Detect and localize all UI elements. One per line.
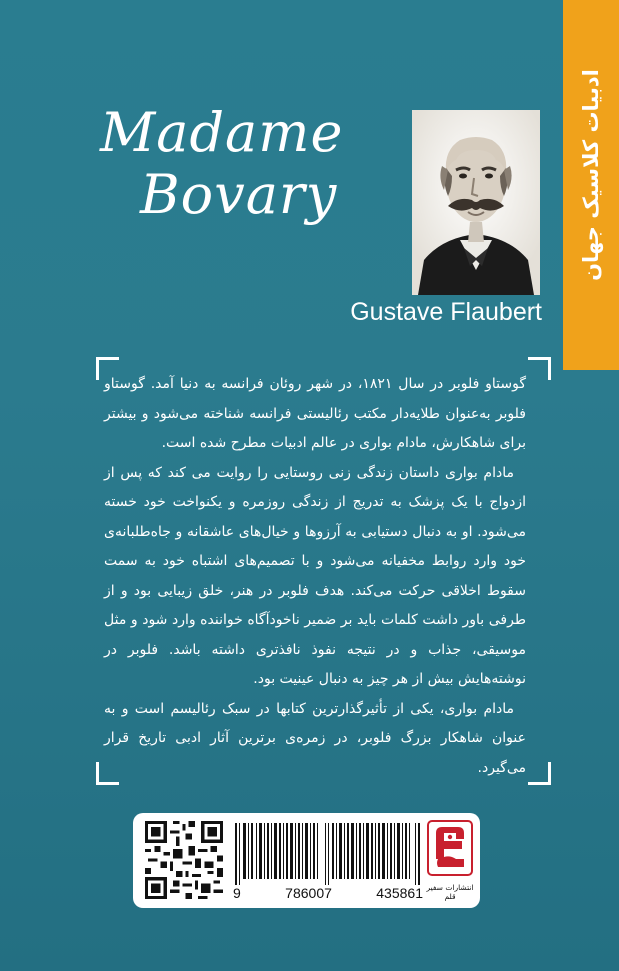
blurb-paragraph-3: مادام بواری، یکی از تأثیرگذارترین کتابها در سبک رئالیسم است و به عنوان شاهکار بزرگ فلوبر، در زمره‌ی برترین آثار ادبی تاریخ قرار می‌گیرد. (104, 700, 526, 776)
blurb-text (104, 370, 526, 783)
qr-code-icon (145, 821, 223, 899)
frame-corner-bottom-right (528, 762, 551, 785)
title-line-2: Bovary (140, 163, 338, 226)
isbn-barcode-icon (235, 823, 421, 885)
blurb-paragraph-1: گوستاو فلوبر در سال ۱۸۲۱، در شهر روئان فرانسه به دنیا آمد. گوستاو فلوبر به‌عنوان طلایه‌دار مکتب رئالیستی فرانسه شناخته می‌شود و بیشتر برای شاهکارش، مادام بواری در عالم ادبیات مطرح شده است. (104, 376, 526, 451)
blurb-paragraph-2: مادام بواری داستان زندگی زنی روستایی را روایت می کند که پس از ازدواج با یک پزشک به تدریج از زندگی روزمره و یکنواخت خود خسته می‌شود. او به دنبال دستیابی به آرزوها و خیال‌های عاشقانه و جاه‌طلبانه‌ی خود وارد روابط مخفیانه می‌شود و با تصمیم‌های اشتباه خود به سمت سقوط اخلاقی حرکت می‌کند. هدف فلوبر در هنر، خلق زیبایی بود و از طرفی باور داشت کلمات باید بر ضمیر ناخودآگاه خواننده وارد شود و مثل موسیقی، جذاب و در نتیجه نفوذ نافذتری داشته باشد. فلوبر در نوشته‌هایش بیش از هر چیز به دنبال عینیت بود. (104, 464, 526, 687)
barcode-panel (133, 813, 480, 908)
frame-corner-top-right (528, 357, 551, 380)
publisher-name: انتشارات سفیر قلم (426, 883, 474, 901)
isbn-group-1: 786007 (285, 885, 332, 901)
title-line-1: Madame (100, 101, 344, 164)
isbn-prefix: 9 (233, 885, 241, 901)
book-title (100, 102, 380, 226)
publisher-logo-icon (426, 819, 474, 877)
series-label: ادبیات کلاسیک جهان (579, 69, 603, 281)
author-portrait-icon (412, 110, 540, 295)
isbn-group-2: 435861 (376, 885, 423, 901)
author-name: Gustave Flaubert (350, 298, 542, 326)
isbn-number (233, 885, 423, 901)
